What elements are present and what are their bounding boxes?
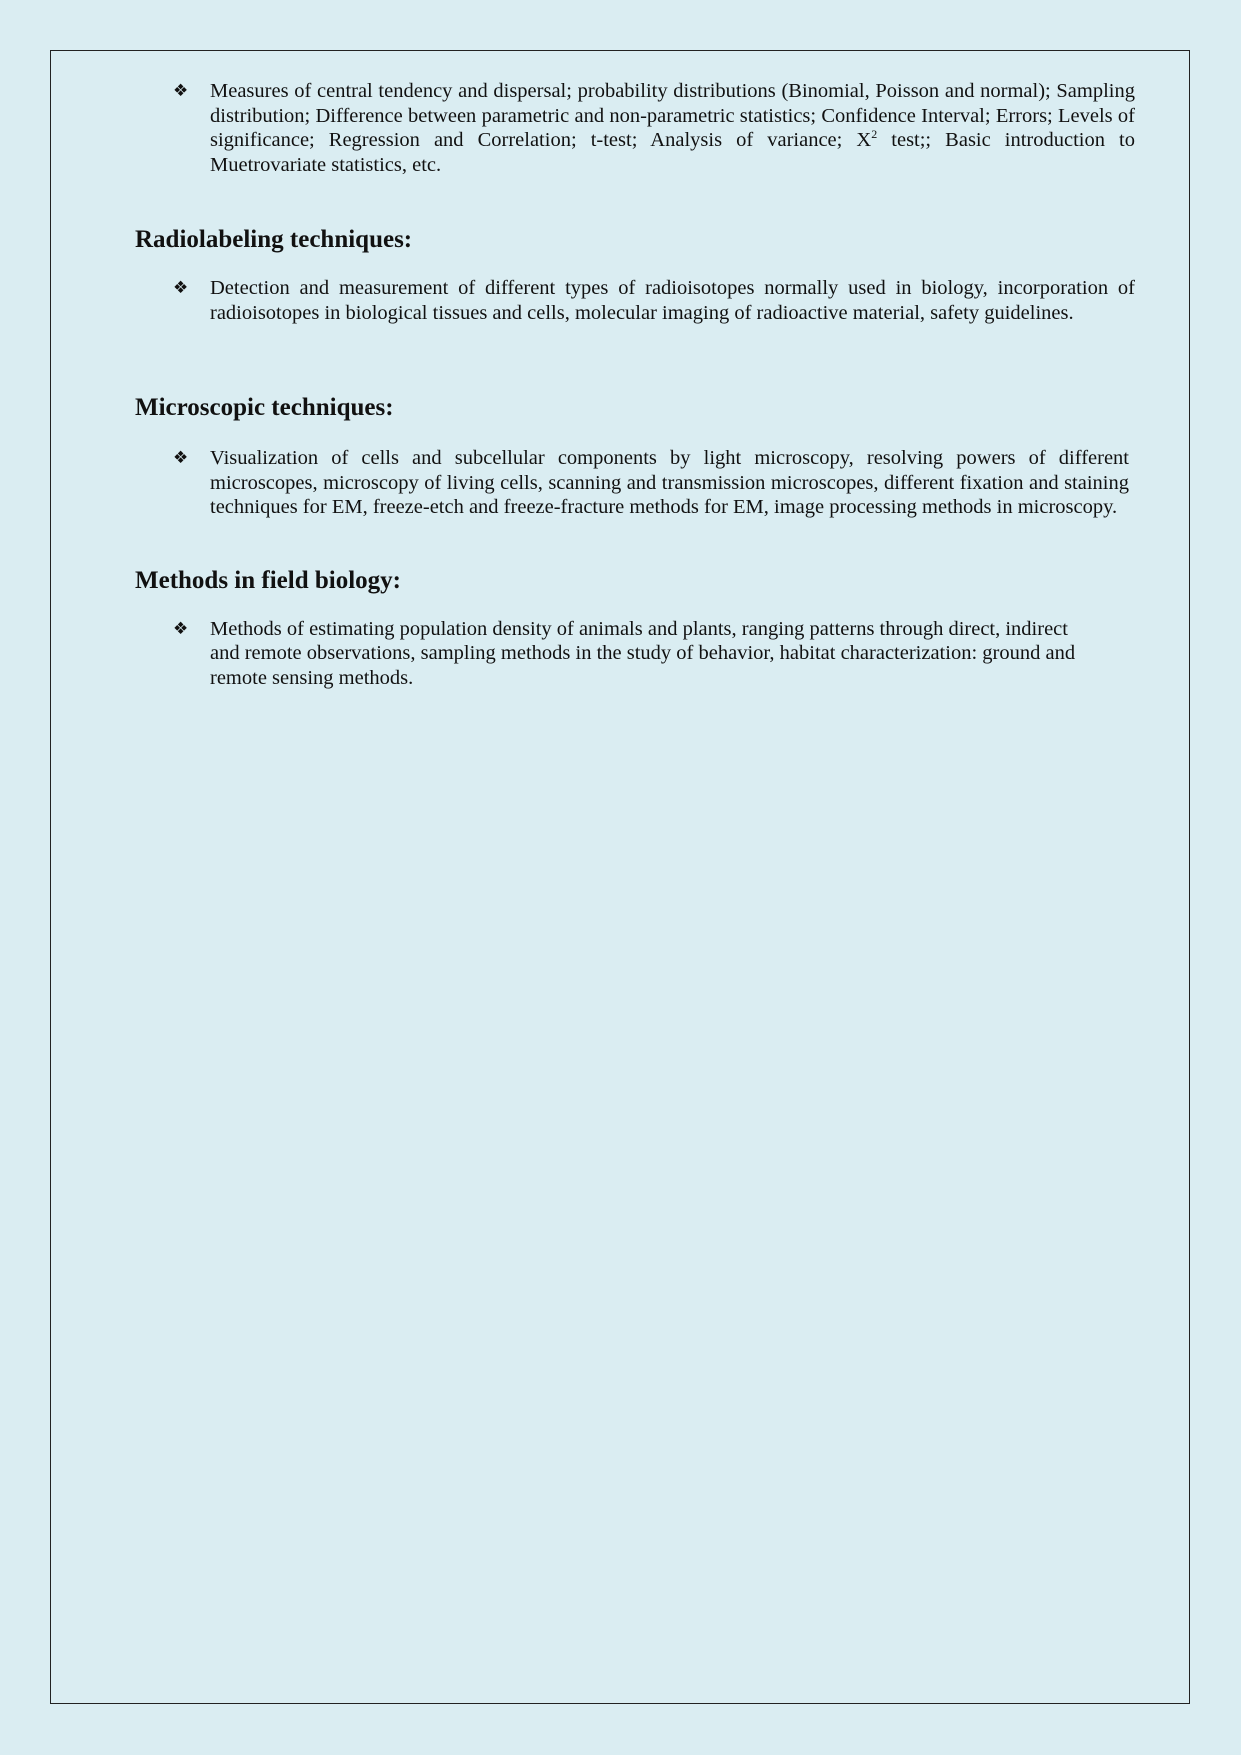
diamond-bullet-icon: ❖ [173, 81, 189, 101]
chi-square-superscript: 2 [871, 127, 878, 141]
page-frame [50, 50, 1190, 1704]
radiolabeling-bullet [135, 276, 1135, 325]
field-biology-text: Methods of estimating population density of animals and plants, ranging patterns through direct, indirect and remote observations, sampling methods in the study of behavior, habitat characterization: ground and remote sensing methods. [210, 617, 1076, 689]
statistics-text [210, 80, 1135, 176]
page-content [135, 79, 1135, 690]
diamond-bullet-icon: ❖ [173, 448, 189, 468]
microscopic-bullet [135, 446, 1129, 520]
statistics-text-tail: test;; Basic introduction to Muetrovariate statistics, etc. [210, 129, 1135, 176]
diamond-bullet-icon: ❖ [173, 278, 189, 298]
radiolabeling-text: Detection and measurement of different types of radioisotopes normally used in biology, incorporation of radioisotopes in biological tissues and cells, molecular imaging of radioactive material, safety guidelines. [210, 277, 1135, 324]
diamond-bullet-icon: ❖ [173, 618, 189, 639]
section-heading-microscopic: Microscopic techniques: [135, 394, 394, 421]
field-biology-bullet [135, 617, 1081, 691]
statistics-text-main: Measures of central tendency and dispersal; probability distributions (Binomial, Poisson and normal); Sampling distribution; Difference between parametric and non-parametric statistics; Confidence Interval; Errors; Levels of significance; Regression and Correlation; t-test; Analysis of variance; X [210, 80, 1135, 151]
section-heading-radiolabeling: Radiolabeling techniques: [135, 226, 413, 253]
microscopic-text: Visualization of cells and subcellular components by light microscopy, resolving powers of different microscopes, microscopy of living cells, scanning and transmission microscopes, different fixation and staining techniques for EM, freeze-etch and freeze-fracture methods for EM, image processing methods in microscopy. [210, 447, 1129, 518]
statistics-bullet [135, 79, 1135, 177]
section-heading-field-biology: Methods in field biology: [135, 566, 401, 594]
